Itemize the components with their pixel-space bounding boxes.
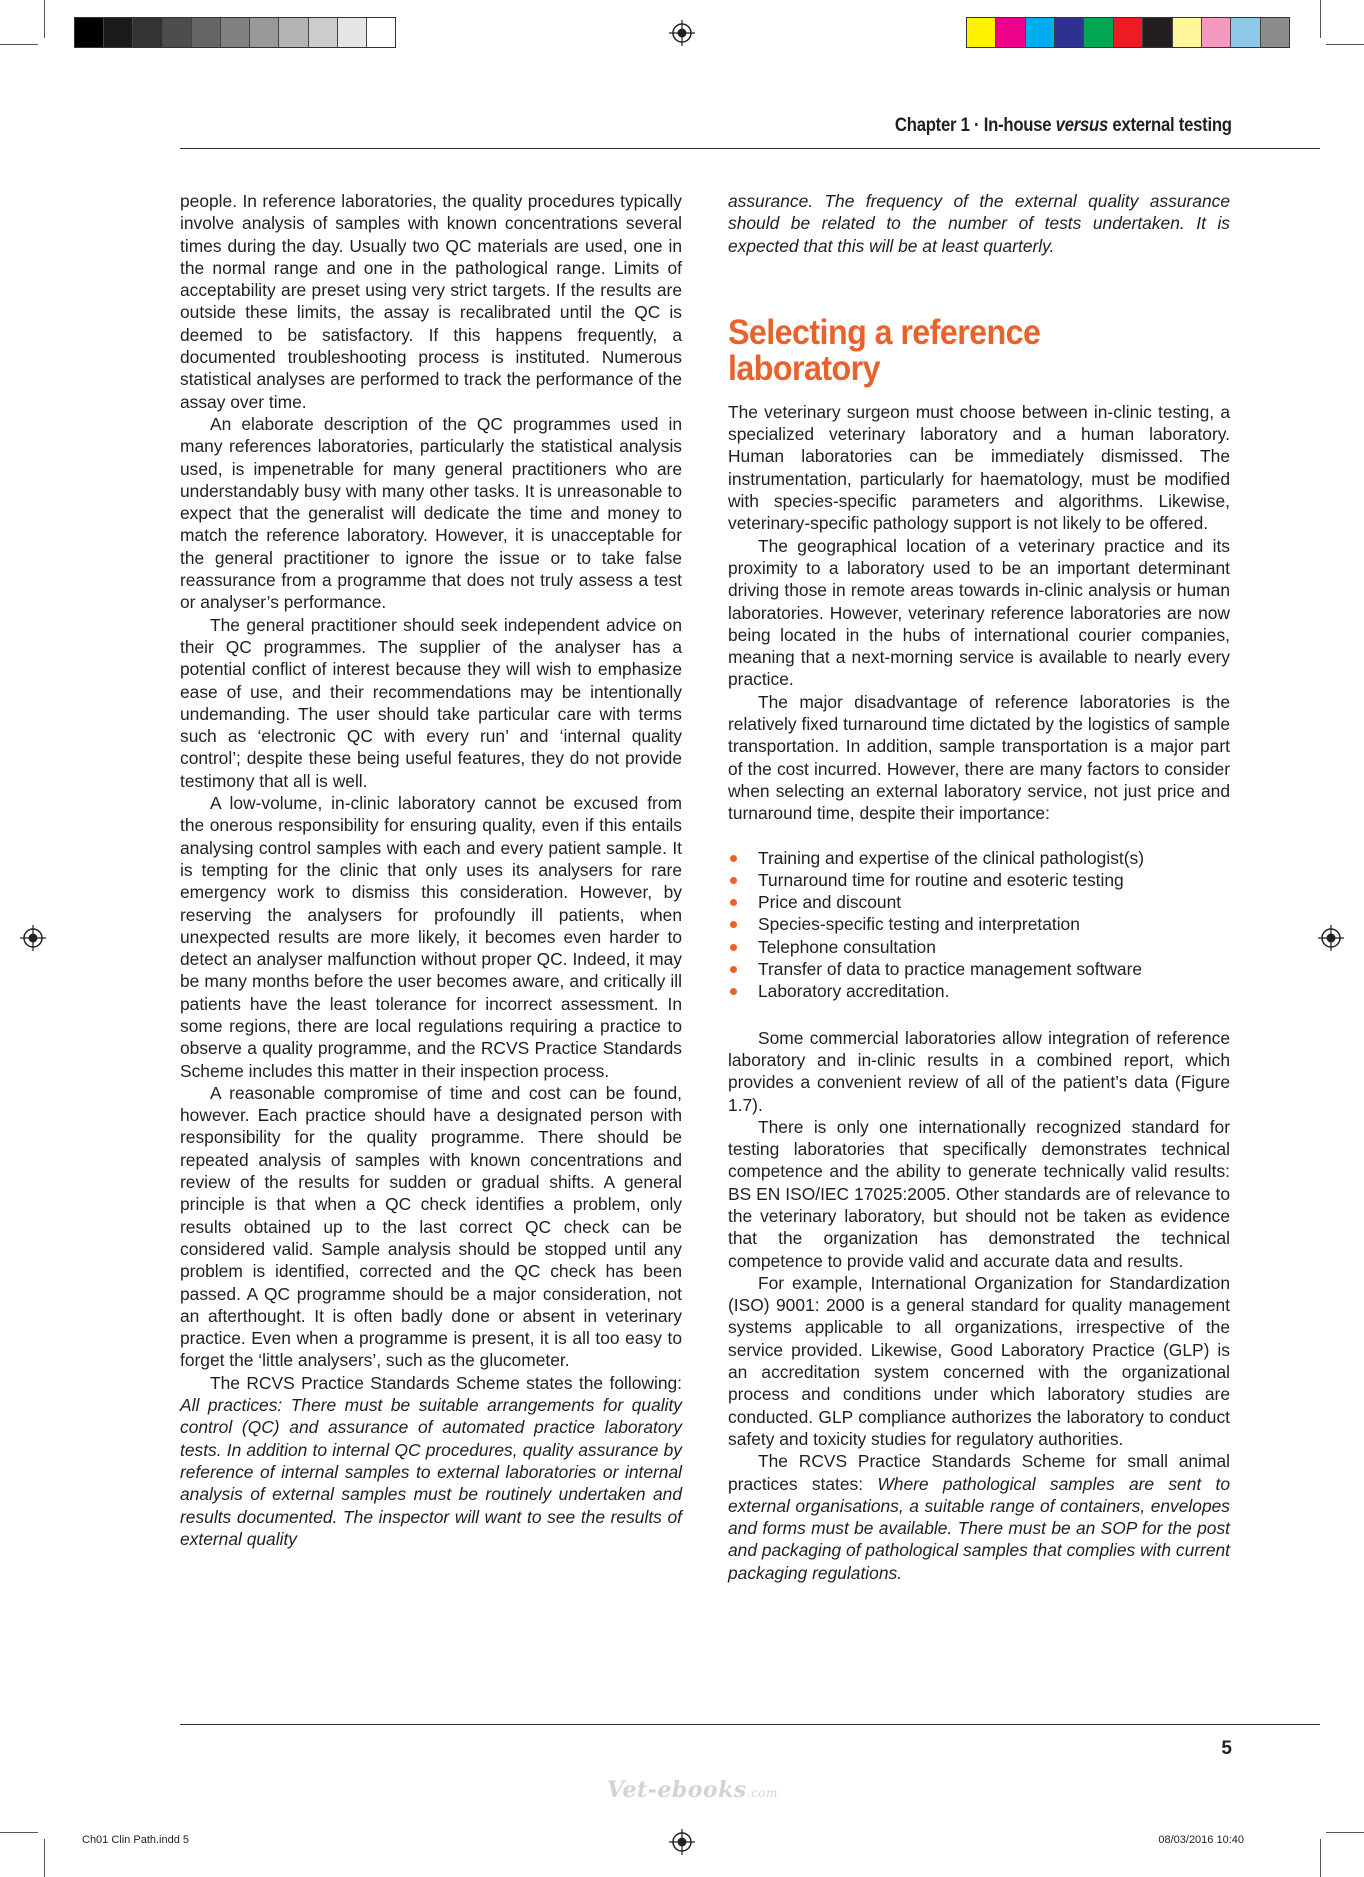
- crop-mark: [1320, 1839, 1321, 1877]
- page-number: 5: [1221, 1738, 1232, 1759]
- grayscale-swatch: [309, 18, 338, 47]
- process-swatch: [1173, 18, 1202, 47]
- running-head-italic: versus: [1055, 115, 1109, 136]
- list-item: Turnaround time for routine and esoteric testing: [728, 869, 1230, 891]
- running-head-prefix: Chapter 1 · In-house: [895, 115, 1056, 136]
- bullet-dot-icon: [730, 855, 737, 862]
- process-swatch: [1143, 18, 1172, 47]
- bullet-dot-icon: [730, 877, 737, 884]
- rcvs-quote-continued: assurance. The frequency of the external quality assurance should be related to the number of tests undertaken. It is expected that this will be at least quarterly.: [728, 191, 1230, 256]
- crop-mark: [44, 1839, 45, 1877]
- grayscale-swatch: [250, 18, 279, 47]
- rcvs-quote: Where pathological samples are sent to external organisations, a suitable range of containers, envelopes and forms must be available. There must be an SOP for the post and packaging of pathological samples that complies with current packaging regulations.: [728, 1473, 1231, 1583]
- process-color-bar: [966, 17, 1290, 48]
- bullet-list: [728, 847, 1230, 1003]
- crop-mark: [0, 44, 38, 45]
- process-swatch: [1114, 18, 1143, 47]
- paragraph: [728, 1450, 1230, 1584]
- list-item: Training and expertise of the clinical pathologist(s): [728, 847, 1230, 869]
- list-item: Species-specific testing and interpretation: [728, 913, 1230, 935]
- paragraph: Some commercial laboratories allow integration of reference laboratory and in-clinic results in a combined report, which provides a convenient review of all of the patient’s data (Figure 1.7).: [728, 1027, 1230, 1115]
- paragraph: The general practitioner should seek independent advice on their QC programmes. The supplier of the analyser has a potential conflict of interest because they will wish to emphasize ease of use, and their recommendations may be intentionally undemanding. The user should take particular care with terms such as ‘electronic QC with every run’ and ‘internal quality control’; despite these being useful features, they do not provide testimony that all is well.: [180, 614, 682, 791]
- grayscale-swatch: [192, 18, 221, 47]
- grayscale-swatch: [367, 18, 395, 47]
- paragraph: The geographical location of a veterinary practice and its proximity to a laboratory used to be an important determinant driving those in remote areas towards in-clinic analysis or human laboratories. However, veterinary reference laboratories are now being located in the hubs of international courier companies, meaning that a next-morning service is available to nearly every practice.: [728, 535, 1230, 690]
- grayscale-swatch: [133, 18, 162, 47]
- crop-mark: [1326, 1832, 1364, 1833]
- running-head-suffix: external testing: [1108, 115, 1232, 136]
- grayscale-swatch: [163, 18, 192, 47]
- bullet-dot-icon: [730, 966, 737, 973]
- process-swatch: [967, 18, 996, 47]
- paragraph: A low-volume, in-clinic laboratory cannot be excused from the onerous responsibility for ensuring quality, even if this entails analysing control samples with each and every patient sample. It is tempting for the clinic that only uses its analysers for rare emergency work to dismiss this consideration. However, by reserving the analysers for profoundly ill patients, when unexpected results are more likely, it becomes even harder to detect an analyser malfunction without proper QC. Indeed, it may be many months before the user becomes aware, and critically ill patients have the least tolerance for incorrect assessment. In some regions, there are local regulations requiring a practice to observe a quality programme, and the RCVS Practice Standards Scheme includes this matter in their inspection process.: [180, 793, 682, 1081]
- process-swatch: [1231, 18, 1260, 47]
- watermark-text: Vet-ebooks: [607, 1777, 747, 1803]
- grayscale-swatch: [338, 18, 367, 47]
- crop-mark: [1326, 44, 1364, 45]
- slug-filename: Ch01 Clin Path.indd 5: [82, 1834, 190, 1846]
- paragraph: A reasonable compromise of time and cost can be found, however. Each practice should have a designated person with responsibility for the quality programme. There should be repeated analysis of samples with known concentrations and review of the results for sudden or gradual shifts. A general principle is that when a QC check identifies a problem, only results obtained up to the last correct QC check can be considered valid. Sample analysis should be stopped until any problem is identified, corrected and the QC check has been passed. A QC programme should be a major consideration, not an afterthought. It is often badly done or absent in veterinary practice. Even when a programme is present, it is all too easy to forget the ‘little analysers’, such as the glucometer.: [180, 1082, 682, 1371]
- registration-mark-icon: [20, 925, 46, 951]
- process-swatch: [996, 18, 1025, 47]
- section-heading-line: Selecting a reference: [728, 312, 1041, 352]
- grayscale-swatch: [279, 18, 308, 47]
- slug-timestamp: 08/03/2016 10:40: [1158, 1834, 1244, 1846]
- grayscale-swatch: [221, 18, 250, 47]
- section-heading: [728, 312, 1190, 388]
- bullet-dot-icon: [730, 944, 737, 951]
- running-head: [895, 115, 1232, 137]
- paragraph: [180, 1372, 682, 1550]
- process-swatch: [1055, 18, 1084, 47]
- paragraph: For example, International Organization for Standardization (ISO) 9001: 2000 is a general standard for quality management systems applicable to all organizations, irrespective of the service provided. Likewise, Good Laboratory Practice (GLP) is an accreditation system concerned with the organizational process and conditions under which laboratory studies are conducted. GLP compliance authorizes the laboratory to conduct safety and toxicity studies for regulatory authorities.: [728, 1272, 1230, 1449]
- grayscale-swatch: [75, 18, 104, 47]
- grayscale-swatch: [104, 18, 133, 47]
- watermark-tld: .com: [746, 1786, 778, 1800]
- right-column: [728, 190, 1230, 1584]
- rcvs-quote: All practices: There must be suitable arrangements for quality control (QC) and assurance of automated practice laboratory tests. In addition to internal QC procedures, quality assurance by reference of internal samples to external laboratories or internal analysis of external samples must be routinely undertaken and results documented. The inspector will want to see the results of external quality: [180, 1395, 682, 1549]
- process-swatch: [1026, 18, 1055, 47]
- list-item: Telephone consultation: [728, 936, 1230, 958]
- paragraph: [728, 190, 1230, 257]
- bullet-dot-icon: [730, 988, 737, 995]
- paragraph-lead: The RCVS Practice Standards Scheme for small animal practices states:: [728, 1451, 1230, 1494]
- left-column: [180, 190, 682, 1550]
- paragraph: The major disadvantage of reference laboratories is the relatively fixed turnaround time dictated by the logistics of sample transportation. In addition, sample transportation is a major part of the cost incurred. However, there are many factors to consider when selecting an external laboratory service, not just price and turnaround time, despite their importance:: [728, 691, 1230, 824]
- paragraph: The veterinary surgeon must choose between in-clinic testing, a specialized veterinary laboratory and a human laboratory. Human laboratories can be immediately dismissed. The instrumentation, particularly for haematology, must be modified with species-specific parameters and algorithms. Likewise, veterinary-specific pathology support is not likely to be offered.: [728, 401, 1230, 534]
- section-heading-line: laboratory: [728, 348, 880, 388]
- paragraph: people. In reference laboratories, the quality procedures typically involve analysis of samples with known concentrations several times during the day. Usually two QC materials are used, one in the normal range and one in the pathological range. Limits of acceptability are preset using very strict targets. If the results are outside these limits, the assay is recalibrated until the QC is deemed to be satisfactory. If this happens frequently, a documented troubleshooting process is instituted. Numerous statistical analyses are performed to track the performance of the assay over time.: [180, 191, 682, 412]
- bullet-dot-icon: [730, 899, 737, 906]
- crop-mark: [0, 1832, 38, 1833]
- crop-mark: [1320, 0, 1321, 38]
- process-swatch: [1261, 18, 1289, 47]
- registration-mark-icon: [669, 1829, 695, 1855]
- paragraph: There is only one internationally recognized standard for testing laboratories that specifically demonstrates technical competence and the ability to generate technically valid results: BS EN ISO/IEC 17025:2005. Other standards are of relevance to the veterinary laboratory, but should not be taken as evidence that the organization has demonstrated the technical competence to provide valid and accurate data and results.: [728, 1116, 1230, 1271]
- list-item: Transfer of data to practice management software: [728, 958, 1230, 980]
- list-item: Laboratory accreditation.: [728, 980, 1230, 1002]
- paragraph: An elaborate description of the QC programmes used in many references laboratories, particularly the statistical analysis used, is impenetrable for many general practitioners who are understandably busy with many other tasks. It is unreasonable to expect that the generalist will dedicate the time and money to match the reference laboratory. However, it is unacceptable for the general practitioner to ignore the issue or to take false reassurance from a programme that does not truly assess a test or analyser’s performance.: [180, 413, 682, 613]
- footer-rule: [180, 1724, 1320, 1725]
- list-item: Price and discount: [728, 891, 1230, 913]
- registration-mark-icon: [669, 20, 695, 46]
- paragraph-lead: The RCVS Practice Standards Scheme states the following:: [210, 1372, 682, 1393]
- process-swatch: [1084, 18, 1113, 47]
- header-rule: [180, 148, 1320, 149]
- registration-mark-icon: [1318, 925, 1344, 951]
- process-swatch: [1202, 18, 1231, 47]
- grayscale-color-bar: [74, 17, 396, 48]
- crop-mark: [44, 0, 45, 38]
- watermark: [607, 1777, 778, 1803]
- bullet-dot-icon: [730, 921, 737, 928]
